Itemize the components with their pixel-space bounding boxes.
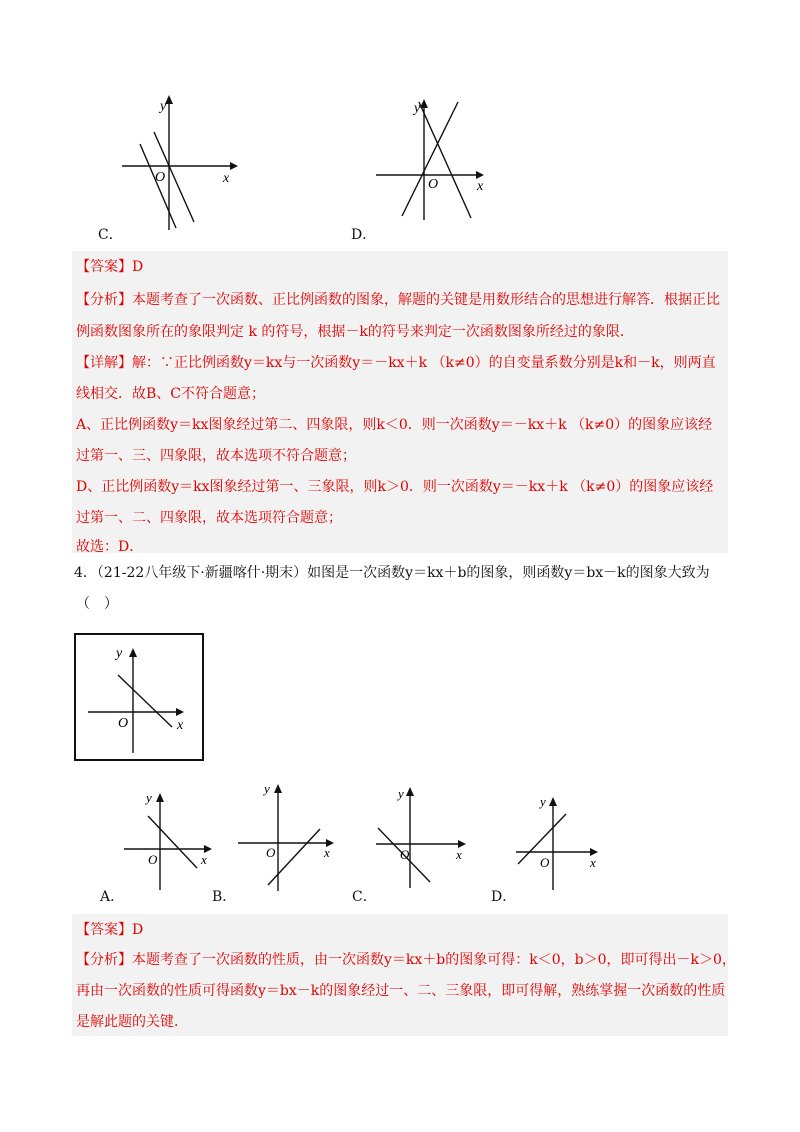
origin-label: O	[118, 716, 129, 731]
detail-line: 故选：D．	[76, 539, 144, 555]
option-c-label: C．	[98, 227, 123, 243]
option-b-label: B．	[212, 889, 237, 905]
x-axis-label: x	[177, 718, 184, 733]
origin-label: O	[540, 855, 550, 870]
option-d-label: D．	[351, 227, 377, 243]
x-arrow	[230, 162, 238, 170]
x-axis-label: x	[590, 855, 596, 870]
y-axis-label: y	[540, 794, 546, 809]
x-axis-label: x	[477, 179, 484, 194]
graph-line	[268, 829, 320, 885]
analysis-line: 再由一次函数的性质可得函数y＝bx－k的图象经过一、二、三象限，即可得解，熟练掌握一次函数的性质	[76, 983, 726, 999]
graph-line-1	[140, 144, 176, 228]
x-axis-label: x	[324, 845, 330, 860]
analysis-line: 【分析】本题考查了一次函数、正比例函数的图象，解题的关键是用数形结合的思想进行解答．根据正比	[76, 292, 720, 308]
y-axis-label: y	[414, 101, 421, 116]
y-arrow	[129, 648, 137, 657]
detail-line: 过第一、二、四象限，故本选项符合题意；	[76, 510, 342, 526]
detail-line: D、正比例函数y＝kx图象经过第一、三象限，则k＞0．则一次函数y＝－kx＋k （k≠0）的图象应该经	[76, 479, 714, 495]
graph-option-c-q4	[370, 780, 475, 890]
graph-option-d	[372, 96, 497, 226]
option-d-q4-label: D．	[491, 889, 517, 905]
x-axis-label: x	[201, 852, 207, 867]
question-4-blank: （ ）	[76, 596, 118, 612]
detail-line: 线相交．故B、C不符合题意；	[76, 386, 265, 402]
y-axis-label: y	[160, 99, 167, 114]
answer-line: 【答案】D	[76, 922, 144, 938]
answer-box-2	[72, 914, 736, 1036]
detail-line: 【详解】解：∵正比例函数y＝kx与一次函数y＝－kx＋k （k≠0）的自变量系数分别是k和－k，则两直	[76, 355, 716, 371]
graph-option-d-q4	[510, 788, 610, 893]
y-arrow	[420, 99, 428, 108]
graph-option-c	[110, 92, 240, 237]
option-a-label: A．	[100, 889, 125, 905]
option-c-q4-label: C．	[352, 889, 377, 905]
given-graph	[76, 635, 202, 759]
graph-option-a	[118, 786, 218, 891]
question-4-stem: 4．（21-22八年级下·新疆喀什·期末）如图是一次函数y＝kx＋b的图象，则函数y＝bx－k的图象大致为	[74, 565, 710, 581]
x-arrow	[176, 708, 184, 716]
y-arrow	[274, 784, 282, 793]
y-arrow	[549, 797, 557, 806]
origin-label: O	[400, 847, 410, 862]
analysis-line: 例函数图象所在的象限判定 k 的符号，根据－k的符号来判定一次函数图象所经过的象限．	[76, 324, 634, 340]
y-axis-label: y	[146, 790, 152, 805]
y-arrow	[406, 787, 414, 796]
analysis-line: 【分析】本题考查了一次函数的性质，由一次函数y＝kx＋b的图象可得：k＜0，b＞0，即可得出－k＞0，	[76, 952, 736, 968]
origin-label: O	[266, 845, 276, 860]
detail-line: 过第一、三、四象限，故本选项不符合题意；	[76, 448, 356, 464]
x-axis-label: x	[223, 171, 230, 186]
answer-box-1	[72, 251, 728, 553]
y-axis-label: y	[264, 781, 270, 796]
graph-line-2	[419, 102, 471, 218]
origin-label: O	[148, 852, 158, 867]
x-arrow	[476, 171, 484, 179]
given-graph-frame	[74, 633, 204, 761]
y-axis-label: y	[398, 786, 404, 801]
answer-line: 【答案】D	[76, 259, 144, 275]
detail-line: A、正比例函数y＝kx图象经过第二、四象限，则k＜0．则一次函数y＝－kx＋k （k≠0）的图象应该经	[76, 417, 713, 433]
graph-line-1	[402, 102, 458, 216]
x-axis-label: x	[456, 847, 462, 862]
origin-label: O	[155, 170, 166, 185]
y-arrow	[156, 793, 164, 802]
origin-label: O	[428, 177, 439, 192]
graph-option-b	[234, 777, 344, 892]
y-axis-label: y	[116, 646, 123, 661]
analysis-line: 是解此题的关键．	[76, 1014, 188, 1030]
